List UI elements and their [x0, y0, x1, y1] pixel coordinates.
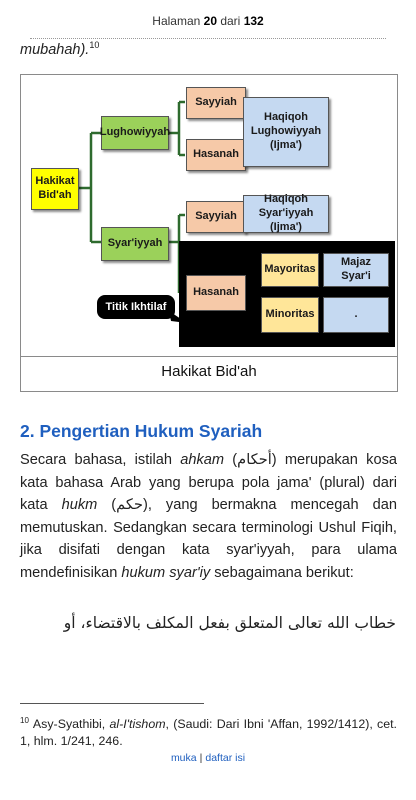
callout-pointer [21, 75, 397, 355]
lughowi-sayyiah-node: Sayyiah [186, 87, 246, 119]
header-middle: dari [217, 14, 244, 28]
syariyyah-node: Syar'iyyah [101, 227, 169, 261]
section-heading: 2. Pengertian Hukum Syariah [20, 421, 263, 441]
term-hukm: hukm [61, 497, 98, 513]
arabic-hukm: (حكم) [97, 497, 148, 513]
footnote-divider [20, 703, 204, 704]
footnote-ref: 10 [89, 40, 100, 50]
footnote-author: Asy-Syathibi, [32, 717, 110, 732]
caption-divider [21, 356, 397, 357]
mayoritas-node: Mayoritas [261, 253, 319, 287]
haqiqoh-syariyyah-node: Haqiqoh Syar'iyyah (Ijma') [243, 195, 329, 233]
para-part-2: merupakan kosa kata bahasa Arab yang berupa pola jama' (plural) dari kata [20, 452, 397, 513]
arabic-ahkam: (أحكام) [224, 452, 285, 468]
root-node: Hakikat Bid'ah [31, 168, 79, 210]
para-part-3: , yang bermakna mencegah dan memutuskan. Sedangkan secara terminologi Ushul Fiqih, jika disifati dengan kata syar'iyyah, para ulama mendefinisikan [20, 497, 397, 581]
syari-hasanah-node: Hasanah [186, 275, 246, 311]
daftar-isi-link[interactable]: daftar isi [205, 752, 246, 764]
para-part-4: sebagaimana berikut: [210, 564, 354, 581]
footnote-number: 10 [20, 716, 29, 725]
arabic-definition: خطاب الله تعالى المتعلق بفعل المكلف بالاقتضاء، أو [63, 614, 396, 632]
hakikat-bidah-diagram [20, 74, 398, 392]
total-pages: 132 [243, 14, 264, 28]
lughowiyyah-node: Lughowiyyah [101, 116, 169, 150]
majaz-syari-node: Majaz Syar'i [323, 253, 389, 287]
muka-link[interactable]: muka [170, 752, 197, 764]
footnote [20, 712, 397, 750]
page-nav [0, 752, 416, 764]
body-paragraph [20, 449, 397, 584]
empty-node: . [323, 297, 389, 333]
nav-separator: | [199, 752, 203, 764]
footnote-details: , (Saudi: Dari Ibni 'Affan, 1992/1412), cet. 1, hlm. 1/241, 246. [20, 717, 397, 749]
syari-sayyiah-node: Sayyiah [186, 201, 246, 233]
current-page: 20 [203, 14, 217, 28]
continuation-text [20, 40, 99, 58]
para-part-1: Secara bahasa, istilah [20, 452, 181, 468]
continuation-word: mubahah). [20, 41, 90, 58]
page-header [0, 14, 416, 28]
lughowi-hasanah-node: Hasanah [186, 139, 246, 171]
figure-caption: Hakikat Bid'ah [161, 363, 257, 380]
header-divider [30, 38, 386, 39]
titik-ikhtilaf-callout: Titik Ikhtilaf [97, 295, 175, 319]
haqiqoh-lughowiyyah-node: Haqiqoh Lughowiyyah (Ijma') [243, 97, 329, 167]
header-prefix: Halaman [152, 14, 204, 28]
term-hukum-syariy: hukum syar'iy [121, 564, 211, 581]
footnote-title: al-I'tishom [109, 717, 166, 732]
minoritas-node: Minoritas [261, 297, 319, 333]
term-ahkam: ahkam [180, 452, 225, 468]
